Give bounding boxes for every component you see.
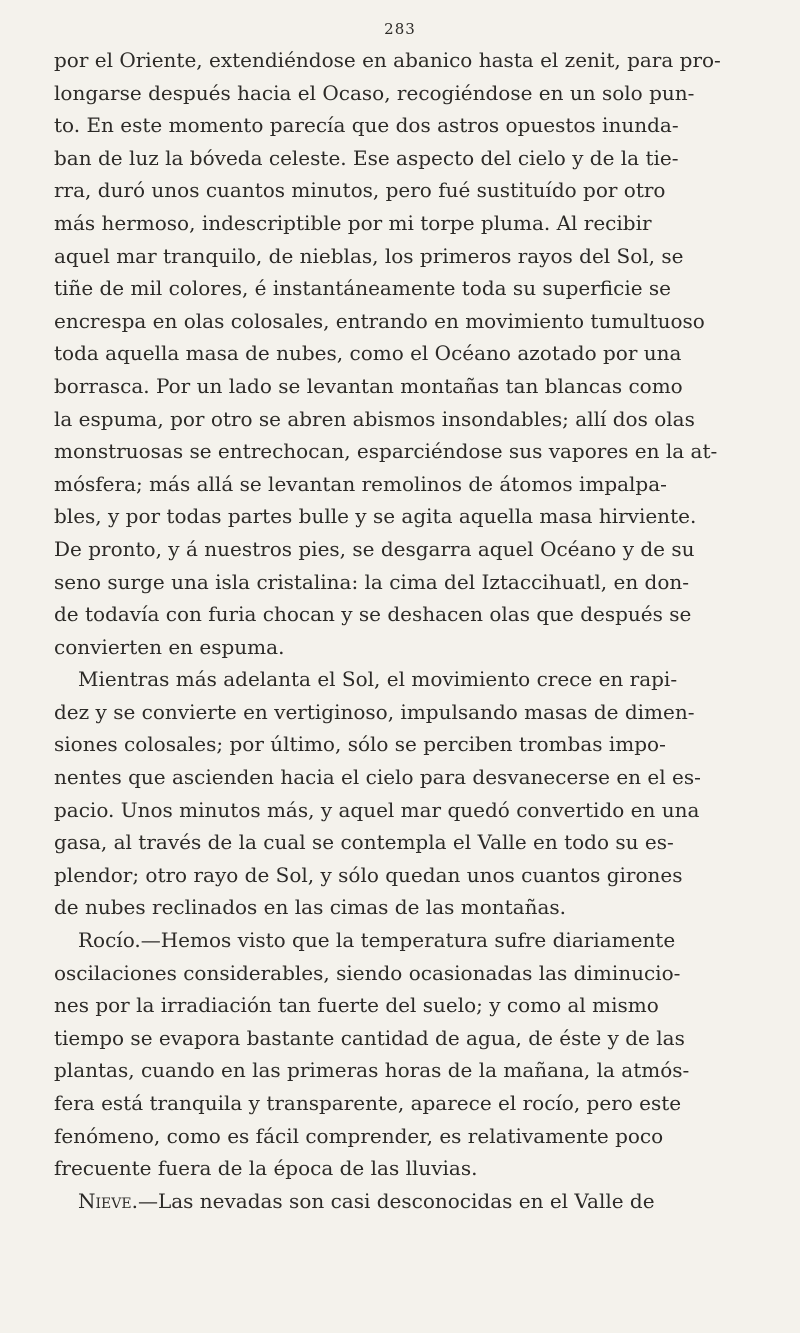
text-line: toda aquella masa de nubes, como el Océano azotado por una	[54, 341, 682, 366]
text-line: mósfera; más allá se levantan remolinos de átomos impalpa-	[54, 471, 667, 496]
section-heading-nieve: Nieve.	[78, 1188, 138, 1213]
text-line: borrasca. Por un lado se levantan montañas tan blancas como	[54, 373, 683, 398]
paragraph-start-line: Mientras más adelanta el Sol, el movimiento crece en rapi-	[78, 667, 678, 692]
text-line: más hermoso, indescriptible por mi torpe pluma. Al recibir	[54, 210, 652, 235]
text-line: convierten en espuma.	[54, 634, 285, 659]
text-line: fera está tranquila y transparente, aparece el rocío, pero este	[54, 1091, 682, 1115]
text-line: rra, duró unos cuantos minutos, pero fué sustituído por otro	[54, 178, 666, 203]
text-line: longarse después hacia el Ocaso, recogiéndose en un solo pun-	[54, 80, 695, 105]
text-line: nentes que ascienden hacia el cielo para desvanecerse en el es-	[54, 765, 701, 790]
text-line: oscilaciones considerables, siendo ocasionadas las diminucio-	[54, 960, 681, 985]
text-line: de nubes reclinados en las cimas de las montañas.	[54, 895, 567, 920]
text-line: dez y se convierte en vertiginoso, impulsando masas de dimen-	[54, 699, 695, 724]
text-line: plantas, cuando en las primeras horas de la mañana, la atmós-	[54, 1058, 690, 1083]
text-line: aquel mar tranquilo, de nieblas, los primeros rayos del Sol, se	[54, 243, 684, 268]
text-line: De pronto, y á nuestros pies, se desgarra aquel Océano y de su	[54, 536, 695, 561]
paragraph-start-line: Rocío.—Hemos visto que la temperatura sufre diariamente	[78, 928, 676, 953]
text-line: plendor; otro rayo de Sol, y sólo quedan unos cuantos girones	[54, 862, 683, 887]
text-line: tiempo se evapora bastante cantidad de agua, de éste y de las	[54, 1025, 685, 1050]
text-line: pacio. Unos minutos más, y aquel mar quedó convertido en una	[54, 797, 700, 822]
paragraph-start-line	[54, 1185, 770, 1218]
text-line: gasa, al través de la cual se contempla el Valle en todo su es-	[54, 830, 674, 855]
text-line: bles, y por todas partes bulle y se agita aquella masa hirviente.	[54, 504, 697, 529]
page-number: 283	[384, 20, 416, 38]
body-text	[54, 44, 770, 1217]
text-line: nes por la irradiación tan fuerte del suelo; y como al mismo	[54, 993, 659, 1018]
text-line: monstruosas se entrechocan, esparciéndose sus vapores en la at-	[54, 439, 718, 464]
section-text: —Las nevadas son casi desconocidas en el Valle de	[137, 1188, 655, 1213]
text-line: tiñe de mil colores, é instantáneamente toda su superficie se	[54, 276, 672, 301]
text-line: la espuma, por otro se abren abismos insondables; allí dos olas	[54, 406, 695, 431]
text-line: fenómeno, como es fácil comprender, es relativamente poco	[54, 1123, 664, 1148]
text-line: to. En este momento parecía que dos astros opuestos inunda-	[54, 113, 679, 138]
text-line: ban de luz la bóveda celeste. Ese aspecto del cielo y de la tie-	[54, 145, 679, 170]
text-line: frecuente fuera de la época de las lluvias.	[54, 1156, 478, 1181]
text-line: por el Oriente, extendiéndose en abanico hasta el zenit, para pro-	[54, 48, 721, 72]
text-line: seno surge una isla cristalina: la cima del Iztaccihuatl, en don-	[54, 569, 690, 594]
text-line: de todavía con furia chocan y se deshacen olas que después se	[54, 602, 692, 627]
text-line: siones colosales; por último, sólo se perciben trombas impo-	[54, 732, 666, 757]
text-line: encrespa en olas colosales, entrando en movimiento tumultuoso	[54, 308, 705, 333]
